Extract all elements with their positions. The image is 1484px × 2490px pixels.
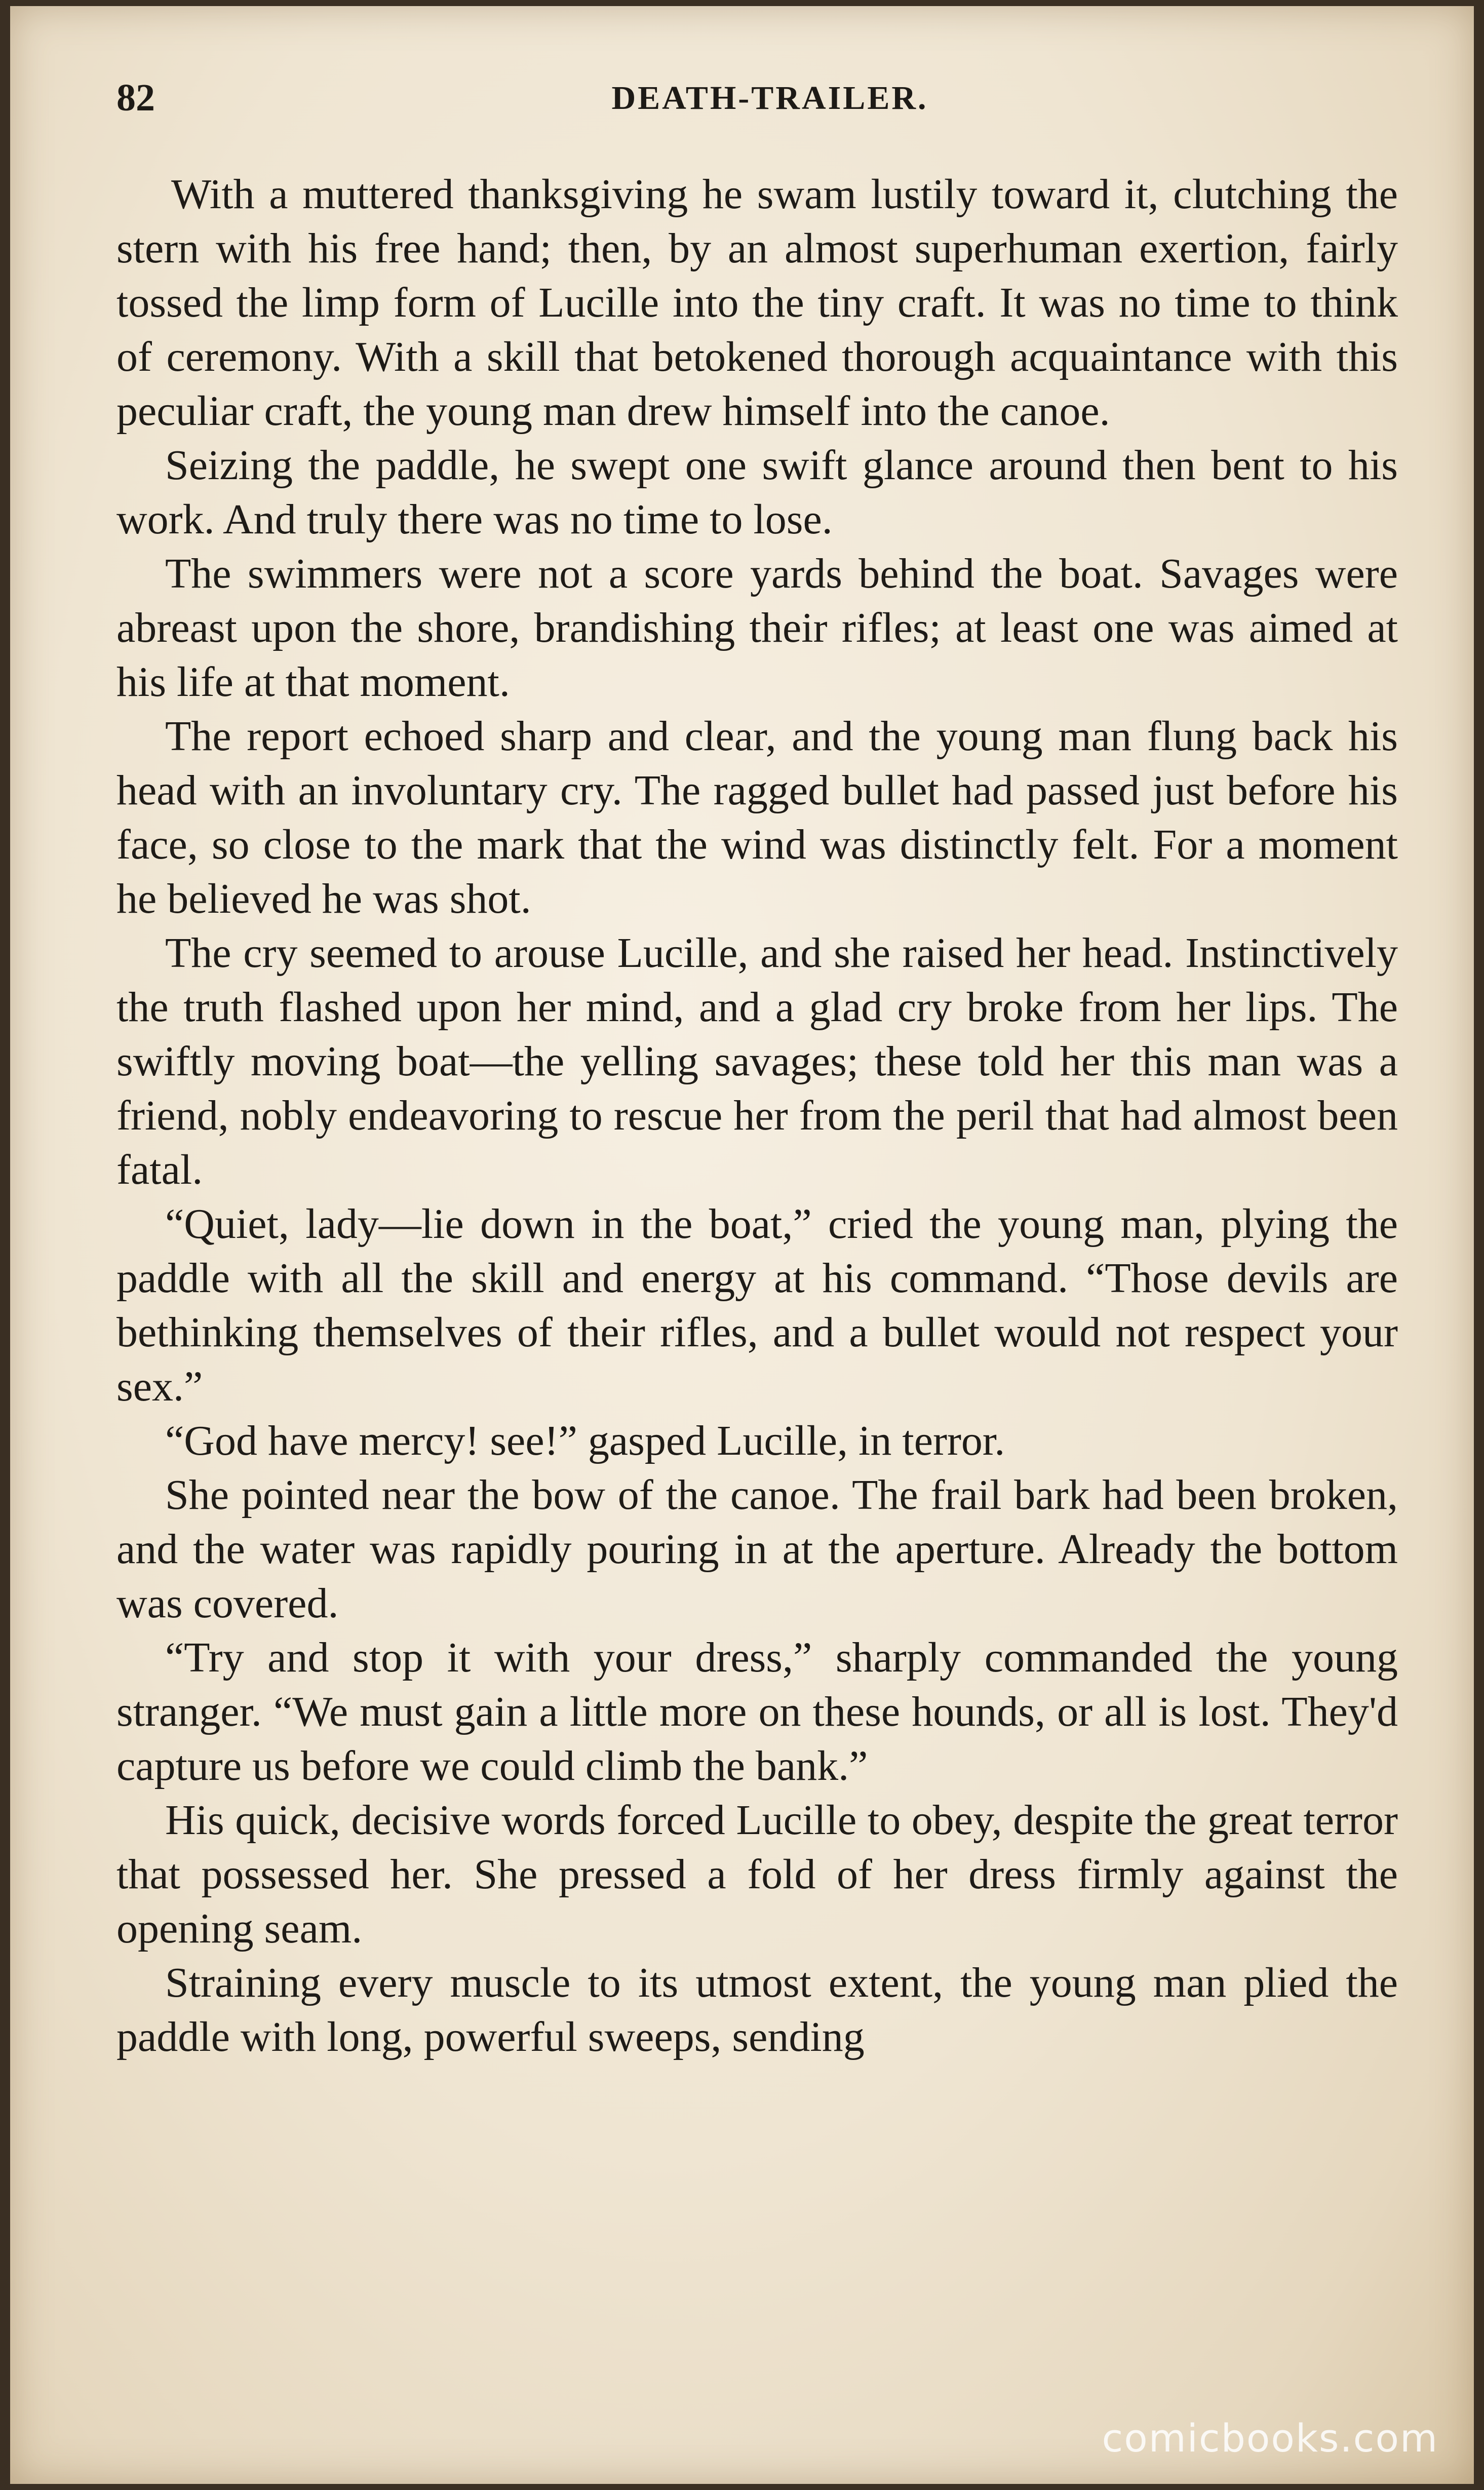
book-page <box>10 6 1474 2484</box>
paragraph-7: “God have mercy! see!” gasped Lucille, in terror. <box>165 1417 1005 1464</box>
paragraph-11: Straining every muscle to its utmost extent, the young man plied the paddle with long, powerful sweeps, sending <box>116 1959 1398 2060</box>
paragraph-3: The swimmers were not a score yards behind the boat. Savages were abreast upon the shore, brandishing their rifles; at least one was aimed at his life at that moment. <box>116 550 1398 706</box>
paragraph-6: “Quiet, lady—lie down in the boat,” cried the young man, plying the paddle with all the skill and energy at his command. “Those devils are bethinking themselves of their rifles, and a bullet would not respect your sex.” <box>116 1200 1398 1410</box>
paragraph-5: The cry seemed to arouse Lucille, and she raised her head. Instinctively the truth flashed upon her mind, and a glad cry broke from her lips. The swiftly moving boat—the yelling savages; these told her this man was a friend, nobly endeavoring to rescue her from the peril that had almost been fatal. <box>116 929 1398 1193</box>
running-title: DEATH-TRAILER. <box>611 80 928 116</box>
paragraph-8: She pointed near the bow of the canoe. The frail bark had been broken, and the water was rapidly pouring in at the aperture. Already the bottom was covered. <box>116 1471 1398 1627</box>
running-head <box>111 76 1398 137</box>
paragraph-4: The report echoed sharp and clear, and the young man flung back his head with an involuntary cry. The ragged bullet had passed just before his face, so close to the mark that the wind was distinctly felt. For a moment he believed he was shot. <box>116 713 1398 922</box>
paragraph-2: Seizing the paddle, he swept one swift glance around then bent to his work. And truly there was no time to lose. <box>116 442 1398 543</box>
paragraph-9: “Try and stop it with your dress,” sharply commanded the young stranger. “We must gain a little more on these hounds, or all is lost. They'd capture us before we could climb the bank.” <box>116 1634 1398 1789</box>
paragraph-1: With a muttered thanksgiving he swam lustily toward it, clutching the stern with his free hand; then, by an almost superhuman exertion, fairly tossed the limp form of Lucille into the tiny craft. It was no time to think of ceremony. With a skill that betokened thorough acquaintance with this peculiar craft, the young man drew himself into the canoe. <box>116 171 1398 435</box>
paragraph-10: His quick, decisive words forced Lucille to obey, despite the great terror that possessed her. She pressed a fold of her dress firmly against the opening seam. <box>116 1797 1398 1952</box>
watermark: comicbooks.com <box>1102 2416 1438 2461</box>
body-text <box>116 167 1398 2064</box>
page-number: 82 <box>116 76 155 119</box>
